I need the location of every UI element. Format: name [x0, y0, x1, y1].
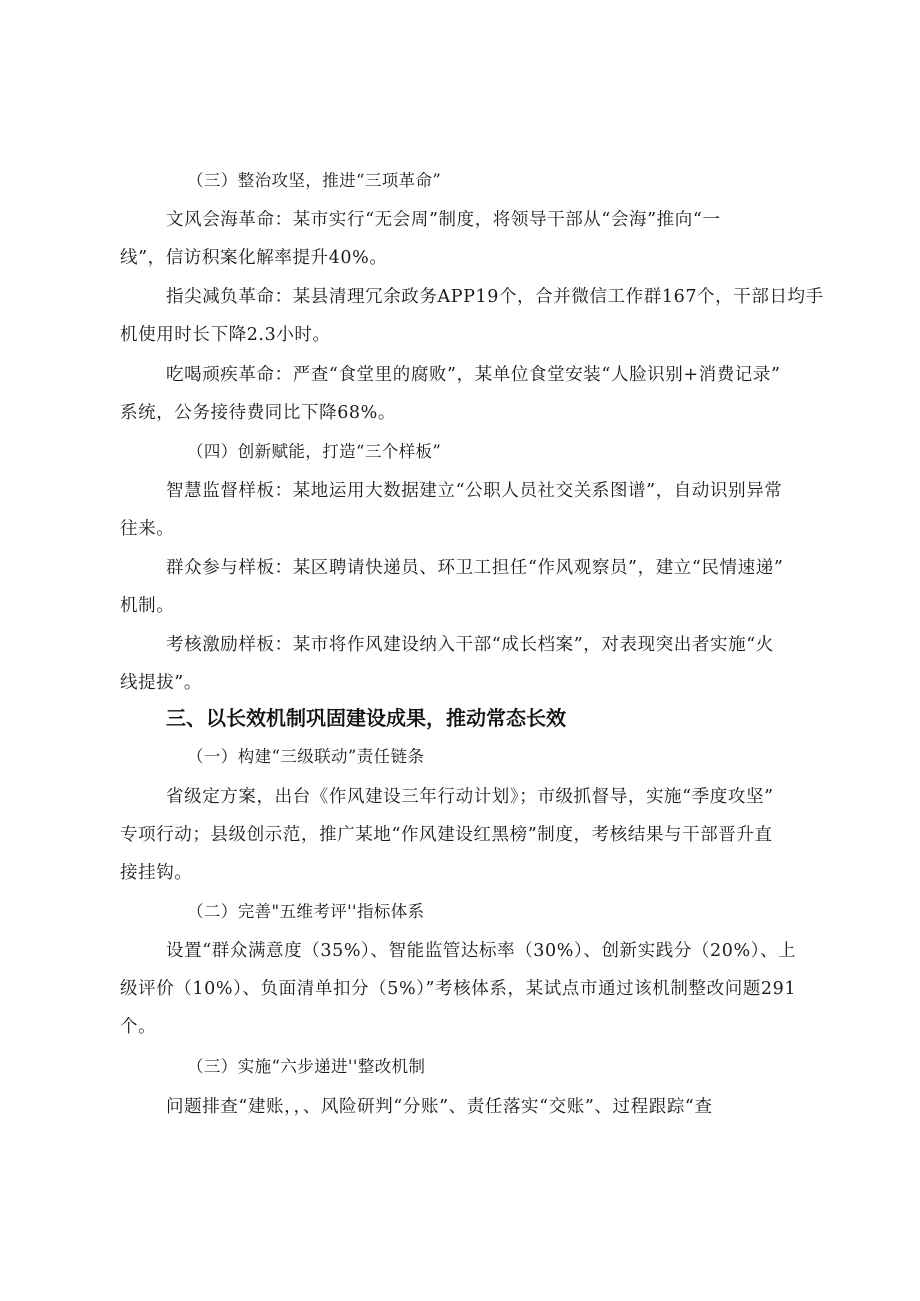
section-heading-3: 三、以长效机制巩固建设成果，推动常态长效 — [166, 706, 566, 730]
paragraph-meeting-revolution: 文风会海革命：某市实行“无会周”制度，将领导干部从“会海”推向“一 — [166, 210, 721, 230]
subheading-innovation: （四）创新赋能，打造“三个样板” — [187, 442, 442, 461]
paragraph-line: 机使用时长下降2.3小时。 — [120, 325, 331, 345]
paragraph-line: 级评价（10%）、负面清单扣分（5%）”考核体系，某试点市通过该机制整改问题291 — [120, 979, 797, 999]
subheading-six-step: （三）实施“六步递进''整改机制 — [187, 1057, 426, 1076]
paragraph-line: 机制。 — [120, 596, 175, 616]
paragraph-line: 线”，信访积案化解率提升40%。 — [120, 248, 388, 268]
paragraph-line: 个。 — [120, 1017, 157, 1037]
paragraph-public-participation: 群众参与样板：某区聘请快递员、环卫工担任“作风观察员”，建立“民情速递” — [166, 558, 784, 578]
subheading-three-level: （一）构建“三级联动”责任链条 — [187, 747, 425, 766]
paragraph-fingertip-revolution: 指尖减负革命：某县清理冗余政务APP19个，合并微信工作群167个，干部日均手 — [166, 287, 824, 307]
paragraph-line: 系统，公务接待费同比下降68%。 — [120, 403, 396, 423]
paragraph-dining-revolution: 吃喝顽疾革命：严查“食堂里的腐败”，某单位食堂安装“人脸识别+消费记录” — [166, 365, 781, 385]
paragraph-line: 接挂钩。 — [120, 863, 193, 883]
paragraph-assessment-incentive: 考核激励样板：某市将作风建设纳入干部“成长档案”，对表现突出者实施“火 — [166, 635, 774, 655]
paragraph-line: 往来。 — [120, 519, 175, 539]
paragraph-smart-supervision: 智慧监督样板：某地运用大数据建立“公职人员社交关系图谱”，自动识别异常 — [166, 481, 783, 501]
subheading-five-dimension: （二）完善"五维考评''指标体系 — [187, 902, 425, 921]
paragraph-problem-check: 问题排查“建账，，、风险研判“分账”、责任落实“交账”、过程跟踪“查 — [166, 1097, 713, 1117]
paragraph-line: 线提拔”。 — [120, 673, 202, 693]
paragraph-assessment-system: 设置“群众满意度（35%）、智能监管达标率（30%）、创新实践分（20%）、上 — [166, 941, 797, 961]
paragraph-line: 专项行动；县级创示范，推广某地“作风建设红黑榜”制度，考核结果与干部晋升直 — [120, 825, 773, 845]
paragraph-provincial-plan: 省级定方案，出台《作风建设三年行动计划》；市级抓督导，实施“季度攻坚” — [166, 787, 774, 807]
subheading-rectification: （三）整治攻坚，推进“三项革命” — [187, 171, 442, 190]
